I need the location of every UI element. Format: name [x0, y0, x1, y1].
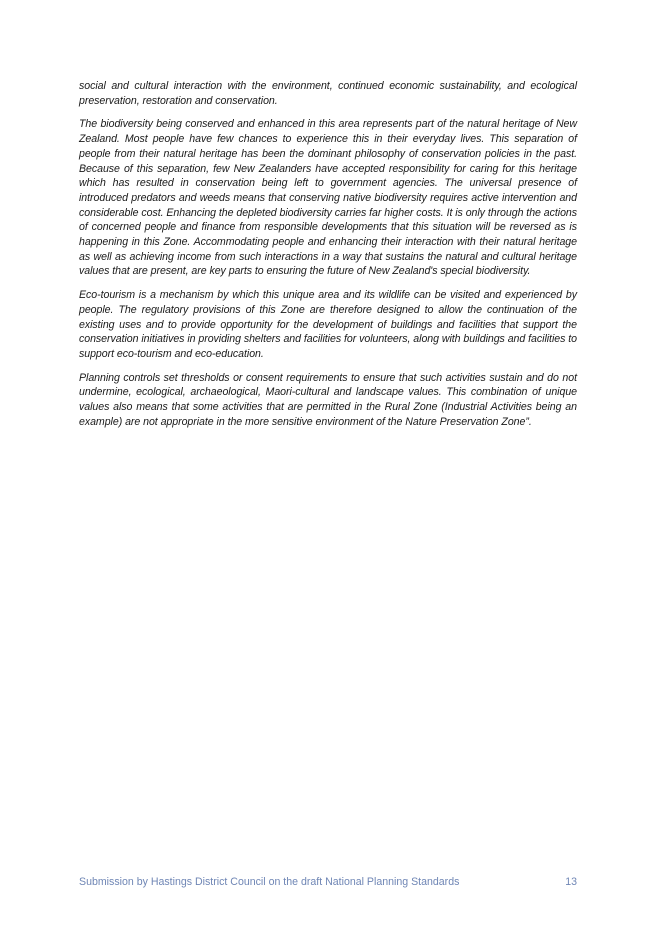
paragraph-biodiversity: The biodiversity being conserved and enhanced in this area represents part of the natural heritage of New Zealand. Most people have few chances to experience this in their everyday lives. This separation of people from their natural heritage has been the dominant philosophy of conservation policies in the past. Because of this separation, few New Zealanders have accepted responsibility for caring for this heritage which has resulted in conservation being left to government agencies. The universal presence of introduced predators and weeds means that conserving native biodiversity requires active intervention and considerable cost. Enhancing the depleted biodiversity carries far higher costs. It is only through the actions of concerned people and finance from responsible developments that this situation will be reversed as is happening in this Zone. Accommodating people and enhancing their interaction with their natural heritage as well as achieving income from such interactions in a way that sustains the natural and cultural heritage values that are present, are key parts to ensuring the future of New Zealand's special biodiversity. [79, 118, 577, 278]
paragraph-eco-tourism: Eco-tourism is a mechanism by which this unique area and its wildlife can be visited and experienced by people. The regulatory provisions of this Zone are therefore designed to allow the continuation of the existing uses and to provide opportunity for the development of buildings and facilities that support the conservation initiatives in providing shelters and facilities for volunteers, along with buildings and facilities to support eco-tourism and eco-education. [79, 289, 577, 360]
document-body [79, 79, 577, 438]
paragraph-planning-controls: Planning controls set thresholds or consent requirements to ensure that such activities sustain and do not undermine, ecological, archaeological, Maori-cultural and landscape values. This combination of unique values also means that some activities that are permitted in the Rural Zone (Industrial Activities being an example) are not appropriate in the more sensitive environment of the Nature Preservation Zone”. [79, 371, 577, 428]
paragraph-intro-continuation: social and cultural interaction with the environment, continued economic sustainability, and ecological preservation, restoration and conservation. [79, 80, 577, 107]
page-number: 13 [565, 876, 577, 888]
footer-title: Submission by Hastings District Council on the draft National Planning Standards [79, 876, 460, 888]
